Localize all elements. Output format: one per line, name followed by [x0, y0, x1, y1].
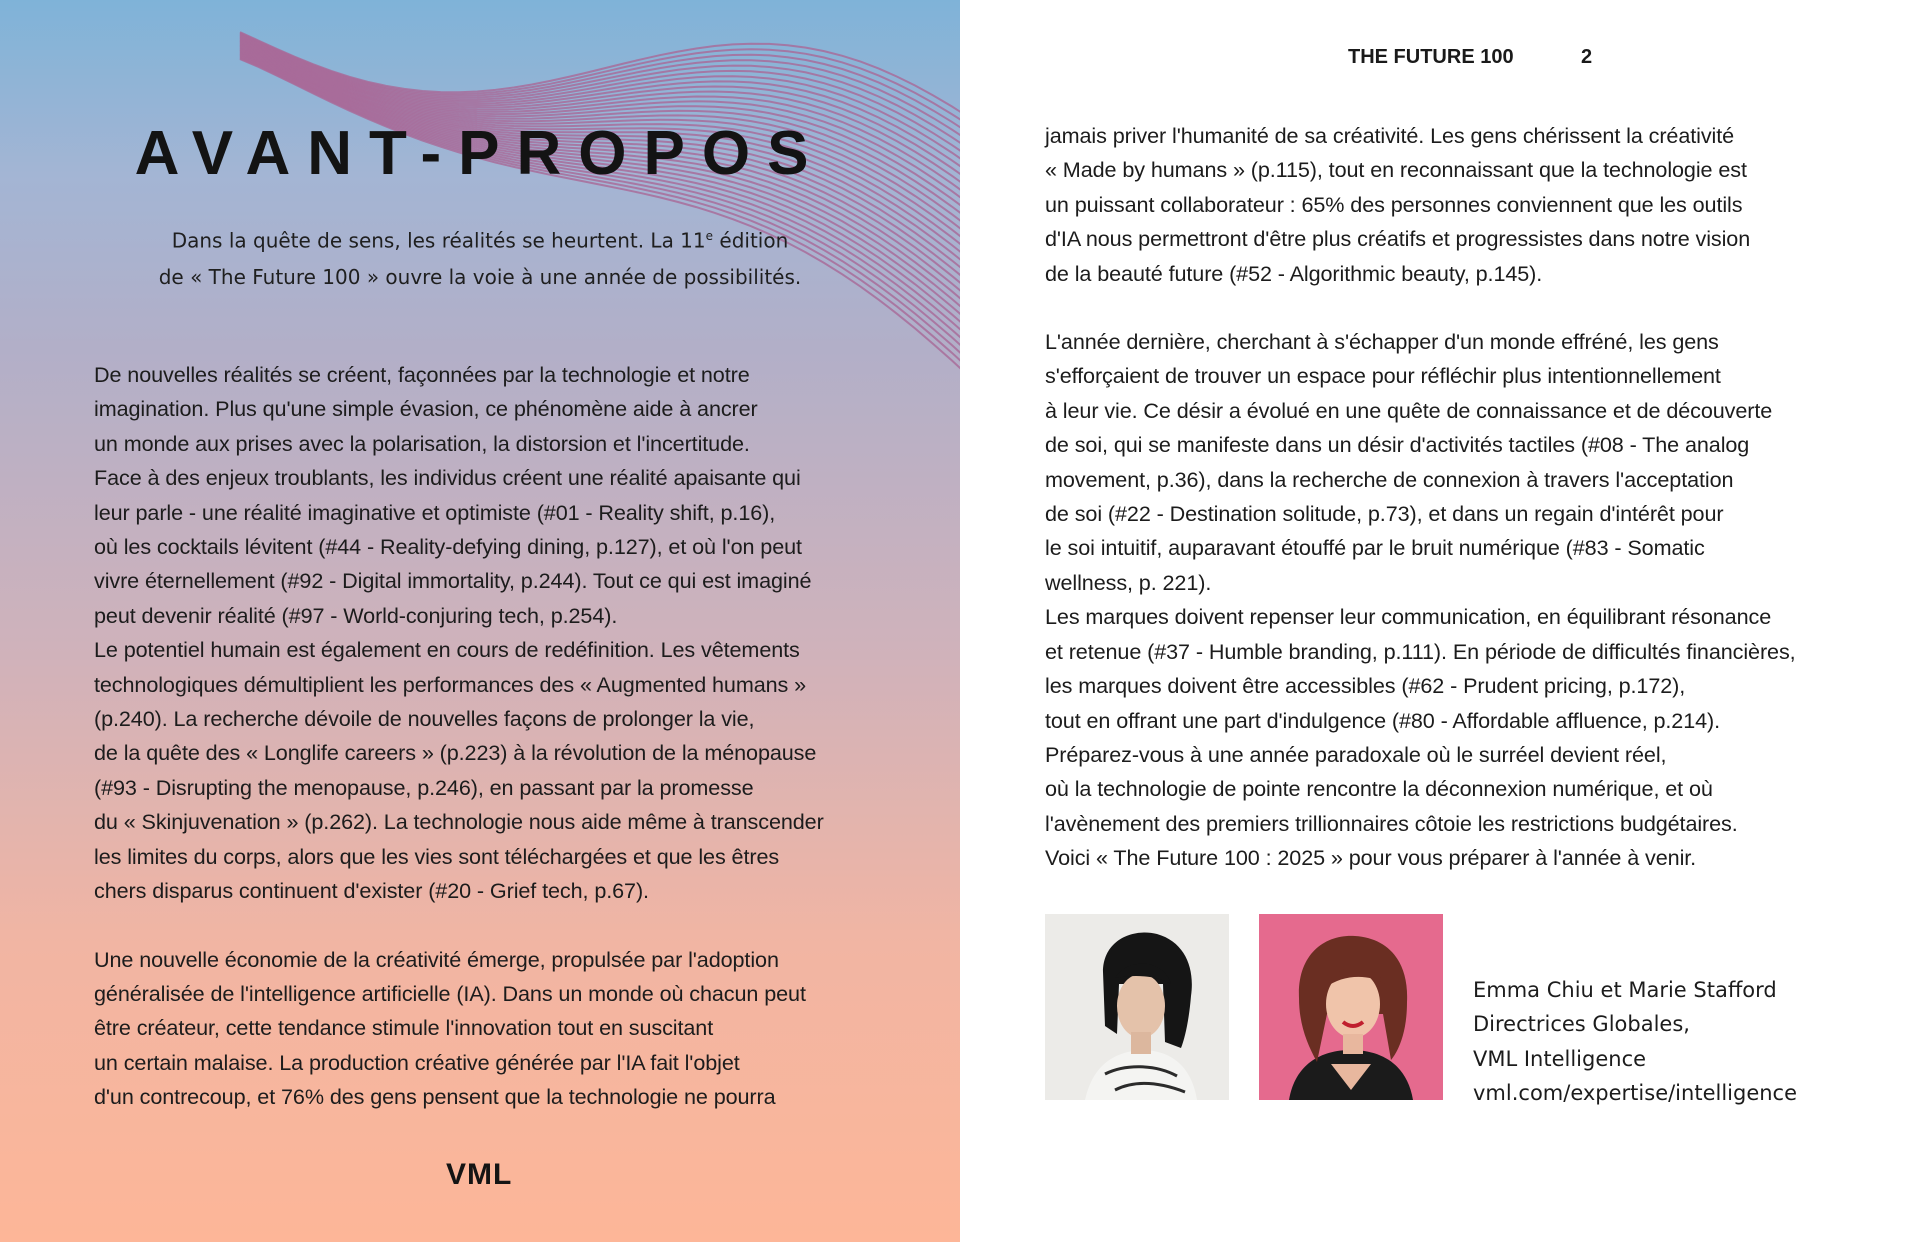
author-portrait-emma-chiu: [1045, 914, 1229, 1100]
intro-paragraph-1: De nouvelles réalités se créent, façonnées par la technologie et notre imagination. Plus qu'une simple évasion, ce phénomène aide à ancrer un monde aux prises avec la polarisation, la distorsion et l'incertitude. Face à des enjeux troublants, les individus créent une réalité apaisante qui leur parle - une réalité imaginative et optimiste (#01 - Reality shift, p.16), où les cocktails lévitent (#44 - Reality-defying dining, p.127), et où l'on peut vivre éternellement (#92 - Digital immortality, p.244). Tout ce qui est imaginé peut devenir réalité (#97 - World-conjuring tech, p.254). Le potentiel humain est également en cours de redéfinition. Les vêtements technologiques démultiplient les performances des « Augmented humans » (p.240). La recherche dévoile de nouvelles façons de prolonger la vie, de la quête des « Longlife careers » (p.223) à la révolution de la ménopause (#93 - Disrupting the menopause, p.246), en passant par la promesse du « Skinjuvenation » (p.262). La technologie nous aide même à transcender les limites du corps, alors que les vies sont téléchargées et que les êtres chers disparus continuent d'exister (#20 - Grief tech, p.67).: [94, 362, 824, 904]
continued-paragraph: jamais priver l'humanité de sa créativité. Les gens chérissent la créativité « Made by humans » (p.115), tout en reconnaissant que la technologie est un puissant collaborateur : 65% des personnes conviennent que les outils d'IA nous permettront d'être plus créatifs et progressistes dans notre vision de la beauté future (#52 - Algorithmic beauty, p.145).: [1045, 123, 1751, 286]
author-names: Emma Chiu et Marie Stafford: [1473, 978, 1777, 1002]
author-role: Directrices Globales,: [1473, 1012, 1690, 1037]
vml-logo: VML: [446, 1158, 513, 1191]
author-credits: [1473, 973, 1797, 1111]
intro-paragraph-2: Une nouvelle économie de la créativité émerge, propulsée par l'adoption généralisée de l'intelligence artificielle (IA). Dans un monde où chacun peut être créateur, cette tendance stimule l'innovation tout en suscitant un certain malaise. La production créative générée par l'IA fait l'objet d'un contrecoup, et 76% des gens pensent que la technologie ne pourra: [94, 946, 806, 1110]
abstract-wave-graphic: [0, 0, 960, 420]
author-portrait-marie-stafford: [1259, 914, 1443, 1100]
page-title: AVANT-PROPOS: [134, 119, 826, 188]
left-column: [94, 358, 894, 1115]
author-url[interactable]: vml.com/expertise/intelligence: [1473, 1081, 1798, 1106]
closing-paragraph: L'année dernière, cherchant à s'échapper d'un monde effréné, les gens s'efforçaient de trouver un espace pour réfléchir plus intentionnellement à leur vie. Ce désir a évolué en une quête de connaissance et de découverte de soi, qui se manifeste dans un désir d'activités tactiles (#08 - The analog movement, p.36), dans la recherche de connexion à travers l'acceptation de soi (#22 - Destination solitude, p.73), et dans un regain d'intérêt pour le soi intuitif, auparavant étouffé par le bruit numérique (#83 - Somatic wellness, p. 221). Les marques doivent repenser leur communication, en équilibrant résonance et retenue (#37 - Humble branding, p.111). En période de difficultés financières, les marques doivent être accessibles (#62 - Prudent pricing, p.172), tout en offrant une part d'indulgence (#80 - Affordable affluence, p.214). Préparez-vous à une année paradoxale où le surréel devient réel, où la technologie de pointe rencontre la déconnexion numérique, et où l'avènement des premiers trillionnaires côtoie les restrictions budgétaires. Voici « The Future 100 : 2025 » pour vous préparer à l'année à venir.: [1045, 329, 1796, 871]
author-organization: VML Intelligence: [1473, 1046, 1647, 1071]
running-head: THE FUTURE 100: [1348, 46, 1514, 68]
right-column: [1045, 119, 1875, 876]
subtitle: Dans la quête de sens, les réalités se heurtent. La 11e édition de « The Future 100 » ouvre la voie à une année de possibilités.: [158, 228, 802, 289]
page-number: 2: [1581, 46, 1593, 68]
